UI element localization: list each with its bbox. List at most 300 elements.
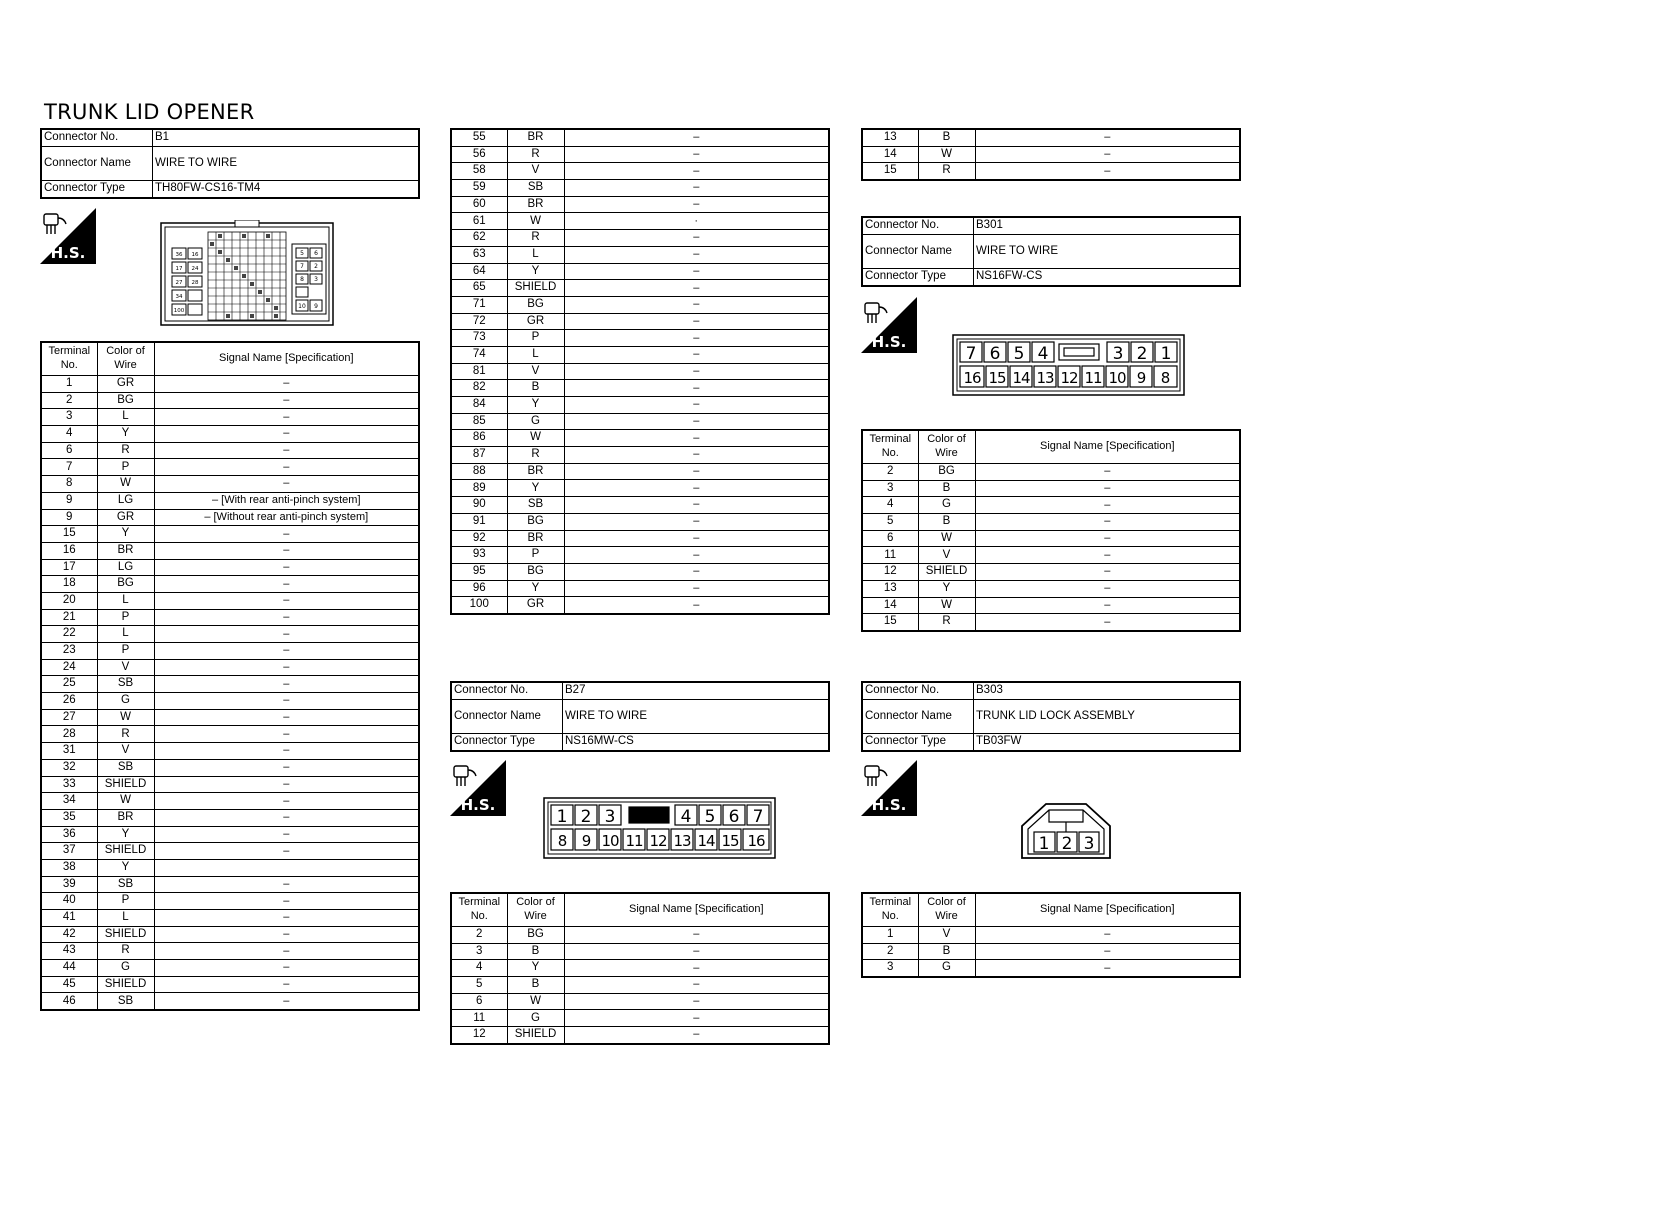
table-row	[41, 943, 419, 960]
table-row	[451, 380, 829, 397]
b301-pin-5: 5	[1013, 344, 1025, 364]
wire-color-cell: W	[918, 530, 975, 547]
signal-name-cell: –	[564, 363, 829, 380]
wire-color-cell: R	[97, 442, 154, 459]
b1-pin-5: 5	[300, 250, 304, 257]
table-row	[451, 927, 829, 944]
terminal-no-cell: 31	[41, 743, 97, 760]
terminal-no-cell: 40	[41, 893, 97, 910]
table-row	[451, 480, 829, 497]
table-row	[862, 146, 1240, 163]
b1-pin-9: 9	[314, 303, 318, 310]
table-row	[451, 263, 829, 280]
table-row	[451, 346, 829, 363]
table-row	[862, 129, 1240, 146]
terminal-no-cell: 3	[41, 409, 97, 426]
signal-name-cell: –	[154, 876, 419, 893]
wire-color-cell: Y	[97, 526, 154, 543]
terminal-no-cell: 46	[41, 993, 97, 1010]
wire-color-cell: W	[918, 146, 975, 163]
b1-connector-name: WIRE TO WIRE	[153, 147, 420, 181]
wire-color-cell: G	[97, 693, 154, 710]
wire-color-cell: BG	[918, 464, 975, 481]
wire-color-cell: SB	[97, 876, 154, 893]
wire-color-cell: Y	[97, 426, 154, 443]
terminal-no-cell: 25	[41, 676, 97, 693]
wire-color-cell: SB	[507, 180, 564, 197]
wire-color-cell: GR	[507, 313, 564, 330]
signal-name-cell: –	[154, 910, 419, 927]
signal-name-cell: –	[564, 413, 829, 430]
hs-label: H.S.	[460, 796, 496, 814]
wire-color-cell: P	[97, 459, 154, 476]
signal-name-cell: –	[975, 129, 1240, 146]
table-row	[41, 776, 419, 793]
wire-color-cell: L	[507, 346, 564, 363]
b1-pin-24: 24	[191, 266, 199, 272]
b301-pin-8: 8	[1160, 369, 1170, 387]
terminal-no-cell: 15	[862, 163, 918, 180]
table-row	[451, 1027, 829, 1044]
signal-name-cell: –	[154, 809, 419, 826]
b27-pin-6: 6	[728, 807, 740, 827]
signal-name-cell: –	[564, 330, 829, 347]
terminal-no-cell: 44	[41, 960, 97, 977]
signal-name-cell: –	[154, 893, 419, 910]
table-row	[41, 826, 419, 843]
b301-connector-type: NS16FW-CS	[974, 269, 1241, 287]
terminal-no-cell: 22	[41, 626, 97, 643]
wire-color-cell: V	[918, 547, 975, 564]
wire-color-cell: SB	[97, 993, 154, 1010]
wire-color-cell: GR	[97, 509, 154, 526]
table-row	[862, 960, 1240, 977]
terminal-no-cell: 24	[41, 659, 97, 676]
b303-connector-type: TB03FW	[974, 734, 1241, 752]
table-row	[41, 709, 419, 726]
signal-name-cell: –	[564, 993, 829, 1010]
signal-name-cell: – [With rear anti-pinch system]	[154, 492, 419, 509]
terminal-no-cell: 21	[41, 609, 97, 626]
table-row	[451, 547, 829, 564]
table-row	[41, 743, 419, 760]
table-row	[451, 413, 829, 430]
signal-name-cell: –	[975, 497, 1240, 514]
wire-color-cell: GR	[507, 597, 564, 614]
signal-name-cell: –	[564, 977, 829, 994]
b27-pin-7: 7	[752, 807, 764, 827]
b27-pin-10: 10	[601, 832, 619, 850]
wire-color-cell: B	[918, 480, 975, 497]
table-row	[41, 976, 419, 993]
wire-color-cell: G	[507, 1010, 564, 1027]
terminal-no-cell: 62	[451, 230, 507, 247]
wire-color-cell: W	[97, 709, 154, 726]
b301-connector-name: WIRE TO WIRE	[974, 235, 1241, 269]
terminal-no-cell: 14	[862, 597, 918, 614]
terminal-no-cell: 4	[862, 497, 918, 514]
signal-name-cell: –	[975, 614, 1240, 631]
wire-color-cell: G	[507, 413, 564, 430]
wire-color-cell: W	[507, 213, 564, 230]
b303-terminal-table	[861, 892, 1241, 978]
b1-connector-no: B1	[153, 129, 420, 147]
table-row	[41, 459, 419, 476]
terminal-no-cell: 71	[451, 296, 507, 313]
wire-color-cell: SHIELD	[918, 564, 975, 581]
wire-color-cell: R	[507, 230, 564, 247]
signal-name-cell: –	[154, 476, 419, 493]
table-row	[451, 463, 829, 480]
wire-color-cell: GR	[97, 376, 154, 393]
wire-color-cell: R	[97, 943, 154, 960]
terminal-no-cell: 2	[451, 927, 507, 944]
table-row	[41, 392, 419, 409]
wire-color-cell: B	[918, 514, 975, 531]
terminal-no-cell: 41	[41, 910, 97, 927]
table-row	[451, 280, 829, 297]
table-row	[41, 542, 419, 559]
signal-name-cell: –	[154, 926, 419, 943]
wire-color-cell: G	[918, 497, 975, 514]
b301-connector-info	[861, 216, 1241, 287]
connector-name-label: Connector Name	[451, 700, 563, 734]
terminal-no-cell: 17	[41, 559, 97, 576]
wire-color-cell: SB	[97, 759, 154, 776]
connector-name-label: Connector Name	[862, 700, 974, 734]
page-title: TRUNK LID OPENER	[44, 100, 255, 124]
signal-name-cell: –	[154, 709, 419, 726]
wire-color-cell: BR	[507, 463, 564, 480]
color-of-wire-header: Color of Wire	[507, 893, 564, 927]
b27-pin-5: 5	[704, 807, 716, 827]
wire-color-cell: Y	[507, 960, 564, 977]
b27-pin-12: 12	[649, 832, 667, 850]
wire-color-cell: W	[507, 993, 564, 1010]
signal-name-cell: –	[564, 180, 829, 197]
table-row	[451, 447, 829, 464]
wire-color-cell: SHIELD	[507, 280, 564, 297]
terminal-no-cell: 38	[41, 859, 97, 876]
signal-name-cell: –	[154, 609, 419, 626]
table-row	[41, 676, 419, 693]
signal-name-cell: –	[154, 376, 419, 393]
connector-name-label: Connector Name	[41, 147, 153, 181]
terminal-no-cell: 95	[451, 563, 507, 580]
hs-harness-icon	[861, 760, 917, 816]
signal-name-cell: –	[564, 927, 829, 944]
terminal-no-header: Terminal No.	[862, 430, 918, 464]
b303-connector-info	[861, 681, 1241, 752]
table-row	[862, 514, 1240, 531]
signal-name-header: Signal Name [Specification]	[975, 893, 1240, 927]
terminal-no-cell: 5	[451, 977, 507, 994]
b27-connector-name: WIRE TO WIRE	[563, 700, 830, 734]
connector-no-label: Connector No.	[451, 682, 563, 700]
signal-name-cell: –	[975, 480, 1240, 497]
terminal-no-cell: 91	[451, 513, 507, 530]
table-row	[451, 163, 829, 180]
table-row	[41, 843, 419, 860]
signal-name-cell: –	[154, 993, 419, 1010]
terminal-no-cell: 5	[862, 514, 918, 531]
wire-color-cell: B	[918, 943, 975, 960]
table-row	[41, 509, 419, 526]
table-row	[451, 230, 829, 247]
terminal-no-cell: 33	[41, 776, 97, 793]
terminal-no-cell: 1	[41, 376, 97, 393]
b1-pin-36: 36	[175, 252, 183, 258]
terminal-no-cell: 86	[451, 430, 507, 447]
signal-name-cell: –	[154, 976, 419, 993]
b1-pin-100: 100	[173, 308, 185, 314]
b1-pin-8: 8	[300, 276, 304, 283]
terminal-no-header: Terminal No.	[451, 893, 507, 927]
table-row	[451, 580, 829, 597]
terminal-no-cell: 3	[862, 960, 918, 977]
terminal-no-cell: 9	[41, 492, 97, 509]
signal-name-cell: –	[564, 196, 829, 213]
terminal-no-cell: 45	[41, 976, 97, 993]
wire-color-cell: Y	[918, 580, 975, 597]
wire-color-cell: R	[97, 726, 154, 743]
wire-color-cell: G	[97, 960, 154, 977]
b1-pin-2: 2	[314, 263, 318, 270]
signal-name-cell: –	[564, 380, 829, 397]
table-row	[41, 893, 419, 910]
table-row	[41, 809, 419, 826]
signal-name-cell: –	[154, 659, 419, 676]
terminal-no-cell: 64	[451, 263, 507, 280]
table-row	[451, 196, 829, 213]
wire-color-cell: SHIELD	[97, 976, 154, 993]
color-of-wire-header: Color of Wire	[918, 893, 975, 927]
wire-color-cell: SHIELD	[97, 843, 154, 860]
terminal-no-cell: 96	[451, 580, 507, 597]
b303-pin-3: 3	[1083, 834, 1095, 854]
b303-connector-no: B303	[974, 682, 1241, 700]
terminal-no-cell: 6	[451, 993, 507, 1010]
b1-connector-type: TH80FW-CS16-TM4	[153, 181, 420, 199]
b27-connector-no: B27	[563, 682, 830, 700]
signal-name-cell: –	[975, 580, 1240, 597]
table-row	[41, 492, 419, 509]
b27-connector-type: NS16MW-CS	[563, 734, 830, 752]
b27-pin-4: 4	[680, 807, 692, 827]
wire-color-cell: W	[918, 597, 975, 614]
color-of-wire-header: Color of Wire	[918, 430, 975, 464]
wire-color-cell: Y	[507, 480, 564, 497]
wire-color-cell: L	[97, 409, 154, 426]
wire-color-cell: B	[507, 943, 564, 960]
table-row	[862, 480, 1240, 497]
signal-name-cell: –	[564, 447, 829, 464]
b303-pin-2: 2	[1061, 834, 1073, 854]
terminal-no-cell: 14	[862, 146, 918, 163]
signal-name-cell: –	[564, 1010, 829, 1027]
table-row	[451, 129, 829, 146]
wire-color-cell: P	[507, 330, 564, 347]
signal-name-cell: –	[154, 676, 419, 693]
table-row	[451, 563, 829, 580]
table-row	[451, 363, 829, 380]
table-row	[41, 376, 419, 393]
signal-name-cell: –	[154, 693, 419, 710]
signal-name-cell: –	[564, 346, 829, 363]
wire-color-cell: W	[507, 430, 564, 447]
terminal-no-cell: 93	[451, 547, 507, 564]
signal-name-cell: –	[564, 960, 829, 977]
table-row	[862, 927, 1240, 944]
table-row	[451, 943, 829, 960]
color-of-wire-header: Color of Wire	[97, 342, 154, 376]
signal-name-cell: –	[154, 409, 419, 426]
b301-pin-6: 6	[989, 344, 1001, 364]
b1-pin-7: 7	[300, 263, 304, 270]
signal-name-cell	[154, 859, 419, 876]
signal-name-cell: –	[975, 564, 1240, 581]
wire-color-cell: P	[97, 609, 154, 626]
terminal-no-cell: 15	[41, 526, 97, 543]
terminal-no-cell: 23	[41, 643, 97, 660]
signal-name-cell: –	[564, 463, 829, 480]
wire-color-cell: BG	[97, 392, 154, 409]
terminal-no-cell: 87	[451, 447, 507, 464]
connector-no-label: Connector No.	[41, 129, 153, 147]
terminal-no-cell: 12	[451, 1027, 507, 1044]
signal-name-cell: –	[975, 943, 1240, 960]
table-row	[451, 960, 829, 977]
wire-color-cell: R	[507, 447, 564, 464]
table-row	[862, 597, 1240, 614]
hs-label: H.S.	[871, 796, 907, 814]
terminal-no-cell: 8	[41, 476, 97, 493]
signal-name-cell: – [Without rear anti-pinch system]	[154, 509, 419, 526]
signal-name-cell: –	[564, 163, 829, 180]
signal-name-cell: –	[564, 280, 829, 297]
b301-pin-14: 14	[1012, 369, 1030, 387]
b27-pin-16: 16	[747, 832, 765, 850]
table-row	[451, 397, 829, 414]
b1-pin-28: 28	[191, 280, 199, 286]
table-row	[862, 580, 1240, 597]
wire-color-cell: P	[97, 893, 154, 910]
table-row	[451, 977, 829, 994]
signal-name-cell: –	[154, 826, 419, 843]
b1-connector-diagram	[160, 220, 335, 328]
terminal-no-cell: 65	[451, 280, 507, 297]
signal-name-cell: –	[564, 497, 829, 514]
wire-color-cell: R	[507, 146, 564, 163]
b1-connector-info	[40, 128, 420, 199]
b301-connector-diagram	[952, 334, 1185, 396]
terminal-no-cell: 100	[451, 597, 507, 614]
signal-name-cell: –	[154, 943, 419, 960]
signal-name-cell: –	[564, 943, 829, 960]
terminal-no-cell: 4	[41, 426, 97, 443]
wire-color-cell: BG	[507, 296, 564, 313]
terminal-no-cell: 11	[451, 1010, 507, 1027]
table-row	[41, 576, 419, 593]
terminal-no-cell: 63	[451, 246, 507, 263]
table-row	[41, 559, 419, 576]
b1-pin-16: 16	[191, 252, 199, 258]
terminal-no-cell: 90	[451, 497, 507, 514]
signal-name-cell: –	[975, 927, 1240, 944]
wire-color-cell: BR	[507, 196, 564, 213]
signal-name-cell: –	[975, 597, 1240, 614]
table-row	[862, 163, 1240, 180]
terminal-no-cell: 2	[862, 943, 918, 960]
wire-color-cell: W	[97, 793, 154, 810]
b27-terminal-table-cont	[861, 128, 1241, 181]
table-row	[862, 530, 1240, 547]
table-row	[862, 497, 1240, 514]
table-row	[41, 793, 419, 810]
signal-name-header: Signal Name [Specification]	[975, 430, 1240, 464]
table-row	[451, 180, 829, 197]
wire-color-cell: SHIELD	[507, 1027, 564, 1044]
b301-pin-2: 2	[1136, 344, 1148, 364]
b301-terminal-table	[861, 429, 1241, 632]
wire-color-cell: Y	[97, 859, 154, 876]
wire-color-cell: G	[918, 960, 975, 977]
signal-name-cell: –	[154, 559, 419, 576]
terminal-no-cell: 55	[451, 129, 507, 146]
wire-color-cell: BG	[507, 513, 564, 530]
wire-color-cell: B	[507, 380, 564, 397]
b301-pin-15: 15	[988, 369, 1006, 387]
b27-terminal-table	[450, 892, 830, 1045]
signal-name-cell: –	[154, 426, 419, 443]
terminal-no-cell: 3	[862, 480, 918, 497]
wire-color-cell: BR	[97, 809, 154, 826]
wire-color-cell: SHIELD	[97, 776, 154, 793]
terminal-no-cell: 82	[451, 380, 507, 397]
wire-color-cell: V	[507, 363, 564, 380]
terminal-no-cell: 56	[451, 146, 507, 163]
wire-color-cell: BG	[507, 563, 564, 580]
signal-name-cell: –	[154, 843, 419, 860]
wire-color-cell: P	[97, 643, 154, 660]
wire-color-cell: R	[918, 163, 975, 180]
hs-label: H.S.	[871, 333, 907, 351]
wire-color-cell: R	[918, 614, 975, 631]
signal-name-cell: –	[154, 392, 419, 409]
b27-connector-diagram	[543, 797, 776, 859]
signal-name-cell: –	[564, 313, 829, 330]
signal-name-cell: –	[975, 464, 1240, 481]
connector-name-label: Connector Name	[862, 235, 974, 269]
signal-name-cell: –	[564, 430, 829, 447]
b301-pin-7: 7	[965, 344, 977, 364]
table-row	[451, 530, 829, 547]
signal-name-cell: –	[154, 726, 419, 743]
b1-pin-6: 6	[314, 250, 318, 257]
signal-name-header: Signal Name [Specification]	[564, 893, 829, 927]
terminal-no-cell: 2	[862, 464, 918, 481]
table-row	[451, 513, 829, 530]
signal-name-cell: –	[154, 542, 419, 559]
terminal-no-cell: 34	[41, 793, 97, 810]
terminal-no-cell: 6	[41, 442, 97, 459]
terminal-no-cell: 92	[451, 530, 507, 547]
signal-name-cell: –	[154, 592, 419, 609]
signal-name-cell: –	[975, 530, 1240, 547]
table-row	[41, 426, 419, 443]
wire-color-cell: Y	[507, 397, 564, 414]
b301-pin-13: 13	[1036, 369, 1054, 387]
